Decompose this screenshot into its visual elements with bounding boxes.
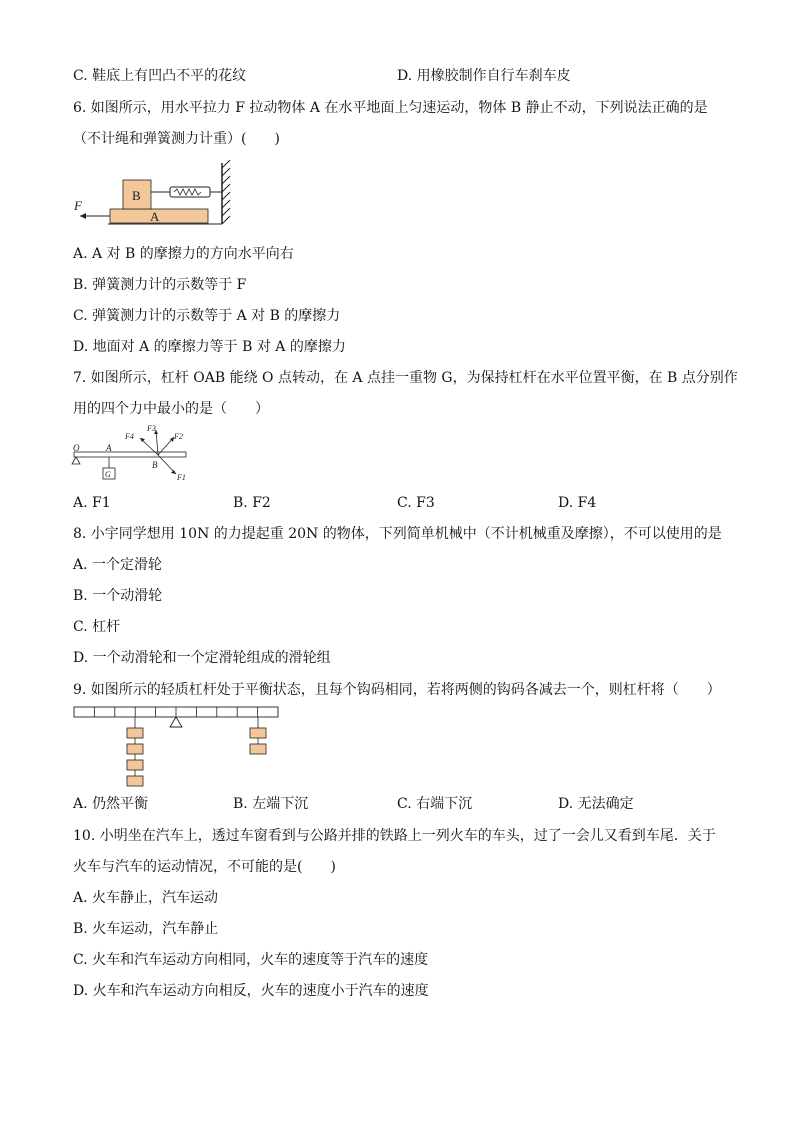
q8-option-a: A. 一个定滑轮 <box>73 557 163 573</box>
q9-option-a: A. 仍然平衡 <box>73 796 149 812</box>
q10-stem-line1: 10. 小明坐在汽车上，透过车窗看到与公路并排的铁路上一列火车的车头，过了一会儿又看到车尾．关于 <box>73 828 716 844</box>
q10-option-d: D. 火车和汽车运动方向相反，火车的速度小于汽车的速度 <box>73 983 429 999</box>
weight-left-3 <box>127 760 143 770</box>
q7-figure <box>70 422 200 486</box>
svg-text:G: G <box>105 470 111 479</box>
lever-oab <box>74 452 186 457</box>
q6-option-a: A. A 对 B 的摩擦力的方向水平向右 <box>73 246 294 262</box>
q6-option-d: D. 地面对 A 的摩擦力等于 B 对 A 的摩擦力 <box>73 339 346 355</box>
weight-right-1 <box>250 728 266 738</box>
svg-text:O: O <box>73 443 80 453</box>
q7-stem-line1: 7. 如图所示，杠杆 OAB 能绕 O 点转动，在 A 点挂一重物 G，为保持杠杆在水平位置平衡，在 B 点分别作 <box>73 370 738 386</box>
q6-stem-line1: 6. 如图所示，用水平拉力 F 拉动物体 A 在水平地面上匀速运动，物体 B 静止不动，下列说法正确的是 <box>73 100 708 116</box>
q5-option-d: D. 用橡胶制作自行车刹车皮 <box>397 68 571 84</box>
q10-option-b: B. 火车运动，汽车静止 <box>73 921 219 937</box>
svg-text:F1: F1 <box>177 473 186 482</box>
svg-text:F2: F2 <box>174 432 183 441</box>
label-a: A <box>150 209 160 224</box>
weight-right-2 <box>250 744 266 754</box>
q10-stem-line2: 火车与汽车的运动情况，不可能的是( ) <box>73 859 336 875</box>
svg-text:B: B <box>152 460 158 470</box>
weight-left-4 <box>127 776 143 786</box>
q5-option-c: C. 鞋底上有凹凸不平的花纹 <box>73 68 247 84</box>
q10-option-c: C. 火车和汽车运动方向相同，火车的速度等于汽车的速度 <box>73 952 429 968</box>
q6-option-c: C. 弹簧测力计的示数等于 A 对 B 的摩擦力 <box>73 308 341 324</box>
q7-option-c: C. F3 <box>397 495 435 511</box>
q6-stem-line2: （不计绳和弹簧测力计重）( ) <box>73 131 280 147</box>
q9-option-c: C. 右端下沉 <box>397 796 473 812</box>
q7-stem-line2: 用的四个力中最小的是（ ） <box>73 401 269 417</box>
q7-option-d: D. F4 <box>558 495 597 511</box>
q8-option-c: C. 杠杆 <box>73 619 121 635</box>
q9-stem: 9. 如图所示的轻质杠杆处于平衡状态，且每个钩码相同，若将两侧的钩码各减去一个，则杠杆将（ ） <box>73 682 721 698</box>
q8-option-d: D. 一个动滑轮和一个定滑轮组成的滑轮组 <box>73 650 331 666</box>
weight-left-1 <box>127 728 143 738</box>
q6-option-b: B. 弹簧测力计的示数等于 F <box>73 277 247 293</box>
label-f: F <box>74 198 82 213</box>
svg-text:A: A <box>106 443 112 453</box>
label-b: B <box>132 188 141 203</box>
q9-option-d: D. 无法确定 <box>558 796 634 812</box>
weight-left-2 <box>127 744 143 754</box>
q8-stem: 8. 小宇同学想用 10N 的力提起重 20N 的物体，下列简单机械中（不计机械重及摩擦），不可以使用的是 <box>73 526 722 542</box>
q7-option-b: B. F2 <box>233 495 271 511</box>
q6-figure <box>70 160 250 230</box>
svg-text:F3: F3 <box>147 424 156 433</box>
q8-option-b: B. 一个动滑轮 <box>73 588 163 604</box>
svg-text:F4: F4 <box>125 432 134 441</box>
q10-option-a: A. 火车静止，汽车运动 <box>73 890 219 906</box>
q7-option-a: A. F1 <box>73 495 111 511</box>
q9-figure <box>70 703 285 791</box>
q9-option-b: B. 左端下沉 <box>233 796 309 812</box>
fulcrum <box>170 717 182 727</box>
spring-scale <box>170 187 210 197</box>
